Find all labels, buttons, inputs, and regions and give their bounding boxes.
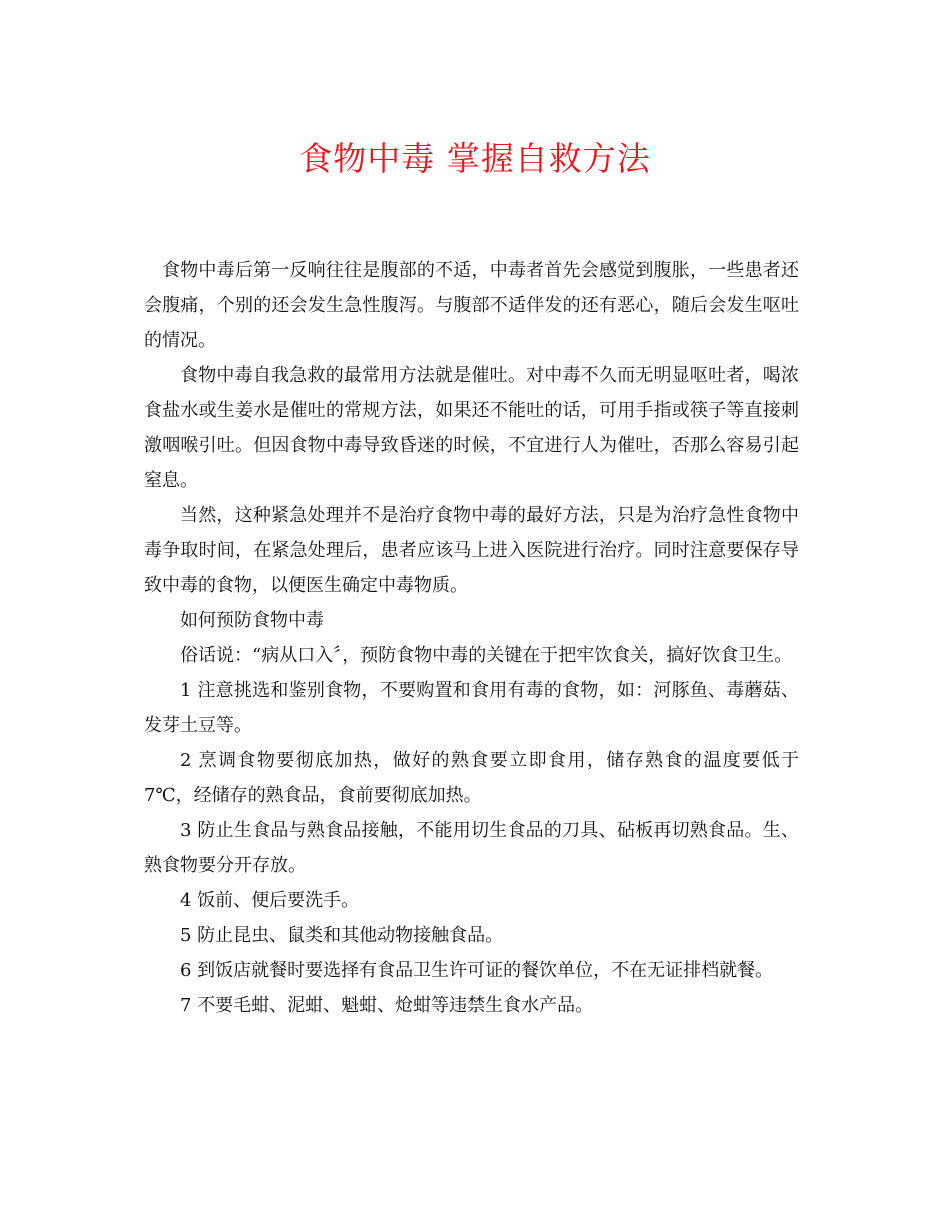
paragraph-symptoms: 食物中毒后第一反响往往是腹部的不适，中毒者首先会感觉到腹胀，一些患者还会腹痛，个别的还会发生急性腹泻。与腹部不适伴发的还有恶心，随后会发生呕吐的情况。 xyxy=(144,260,799,351)
paragraph-emergency-vomiting: 食物中毒自我急救的最常用方法就是催吐。对中毒不久而无明显呕吐者，喝浓食盐水或生姜水是催吐的常规方法，如果还不能吐的话，可用手指或筷子等直接刺激咽喉引吐。但因食物中毒导致昏迷的时候，不宜进行人为催吐，否那么容易引起窒息。 xyxy=(144,365,799,491)
paragraph-prevention-intro: 俗话说：“病从口入〞，预防食物中毒的关键在于把牢饮食关，搞好饮食卫生。 xyxy=(180,645,793,666)
list-item-6: 6 到饭店就餐时要选择有食品卫生许可证的餐饮单位，不在无证排档就餐。 xyxy=(180,960,774,981)
list-item-5: 5 防止昆虫、鼠类和其他动物接触食品。 xyxy=(180,925,504,946)
list-item-2: 2 烹调食物要彻底加热，做好的熟食要立即食用，储存熟食的温度要低于7℃，经储存的熟食品，食前要彻底加热。 xyxy=(144,750,799,806)
list-item-3: 3 防止生食品与熟食品接触，不能用切生食品的刀具、砧板再切熟食品。生、熟食物要分开存放。 xyxy=(144,820,799,876)
list-item-1: 1 注意挑选和鉴别食物，不要购置和食用有毒的食物，如：河豚鱼、毒蘑菇、发芽土豆等。 xyxy=(144,680,799,736)
list-item-7: 7 不要毛蚶、泥蚶、魁蚶、炝蚶等违禁生食水产品。 xyxy=(180,995,594,1016)
list-item-4: 4 饭前、便后要洗手。 xyxy=(180,890,360,911)
section-heading-prevention: 如何预防食物中毒 xyxy=(180,610,324,631)
document-body xyxy=(144,253,799,1023)
page-title: 食物中毒 掌握自救方法 xyxy=(299,139,651,178)
paragraph-hospital-treatment: 当然，这种紧急处理并不是治疗食物中毒的最好方法，只是为治疗急性食物中毒争取时间，在紧急处理后，患者应该马上进入医院进行治疗。同时注意要保存导致中毒的食物，以便医生确定中毒物质。 xyxy=(144,505,799,596)
